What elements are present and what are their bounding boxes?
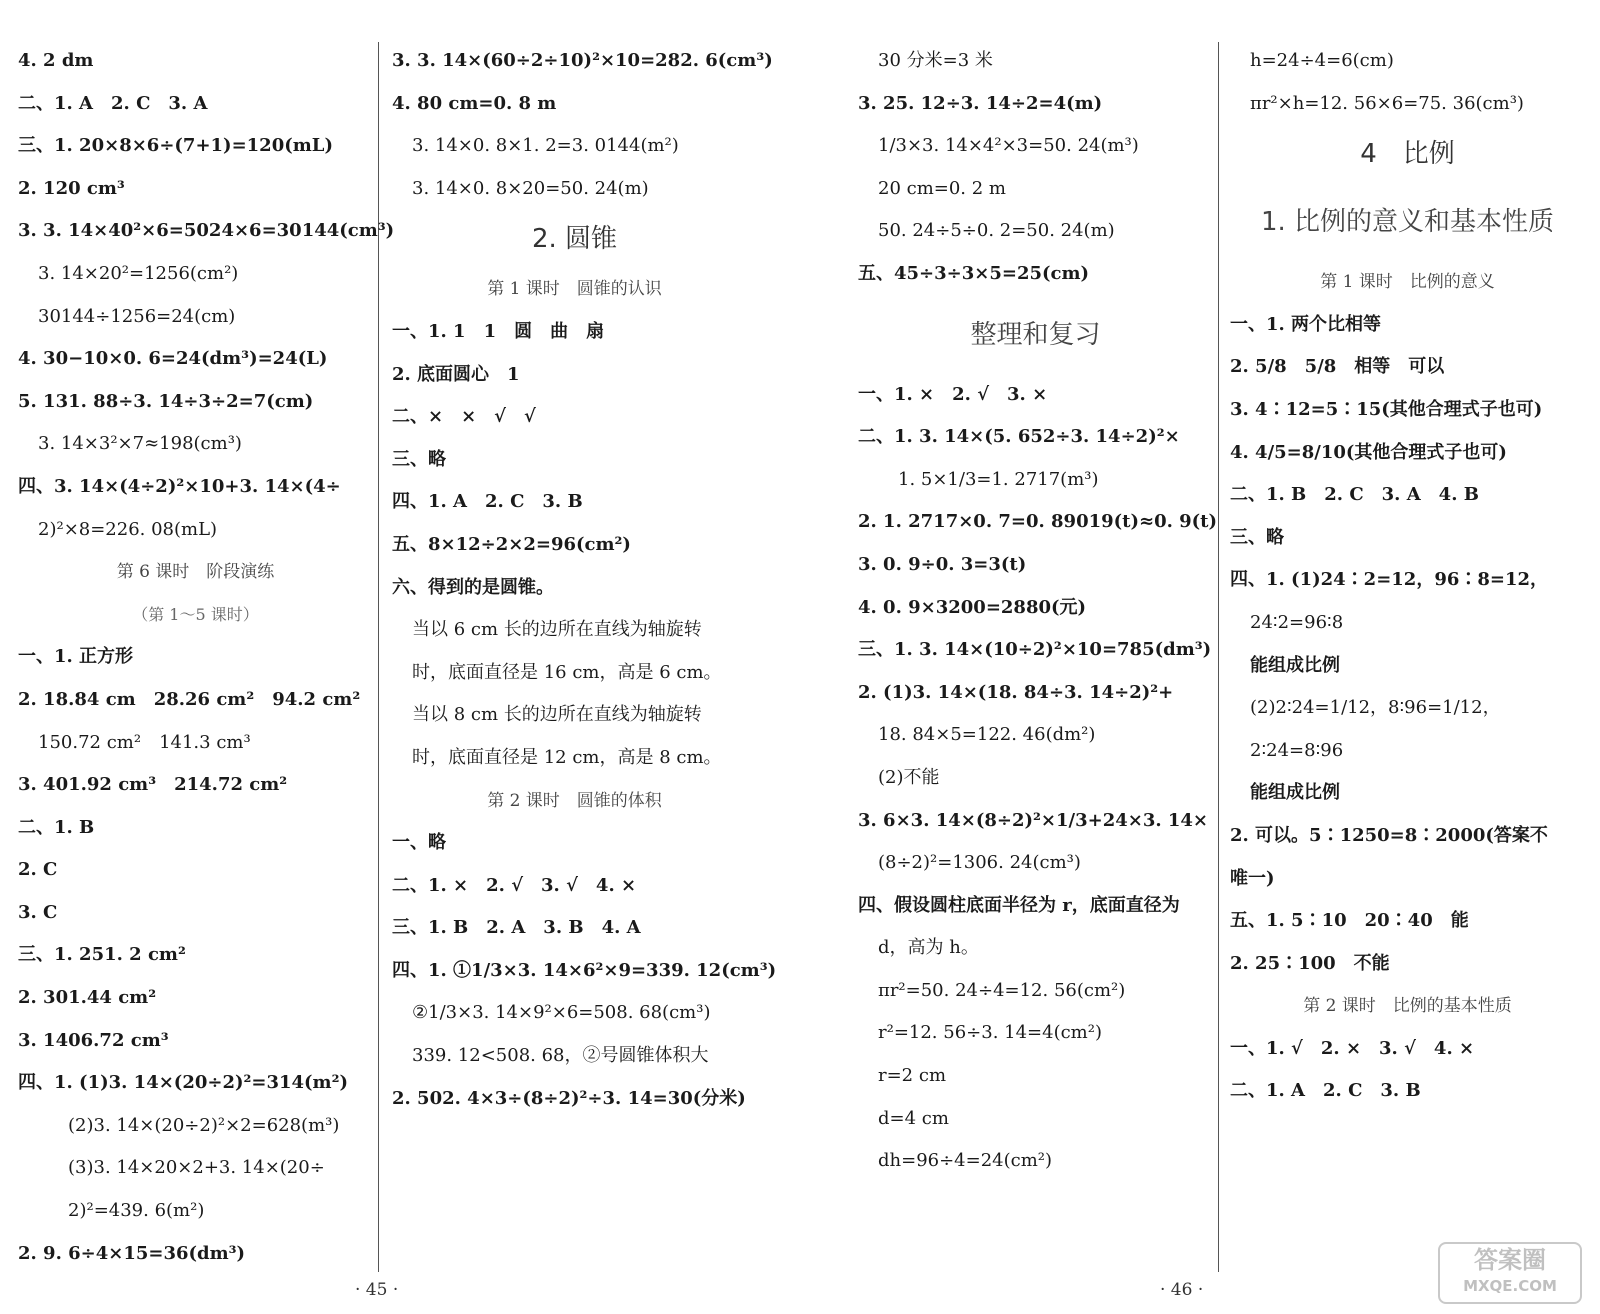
answer-line: 三、略: [1230, 526, 1284, 548]
answer-line: 30144÷1256=24(cm): [38, 305, 236, 327]
answer-line: 2)²×8=226. 08(mL): [38, 518, 218, 540]
answer-line: 2. 18.84 cm 28.26 cm² 94.2 cm²: [18, 688, 361, 710]
section-title: 1. 比例的意义和基本性质: [1260, 207, 1555, 238]
answer-line: 二、1. A 2. C 3. A: [18, 92, 208, 114]
lesson-subtitle: （第 1～5 课时）: [132, 604, 259, 624]
answer-line: 五、8×12÷2×2=96(cm²): [392, 533, 631, 555]
answer-line: 三、1. 3. 14×(10÷2)²×10=785(dm³): [858, 639, 1212, 661]
answer-line: 2. (1)3. 14×(18. 84÷3. 14÷2)²+: [858, 681, 1174, 703]
lesson-title: 第 6 课时 阶段演练: [116, 562, 275, 583]
answer-line: 三、1. 251. 2 cm²: [18, 944, 186, 966]
answer-line: 四、1. (1)3. 14×(20÷2)²=314(m²): [18, 1072, 348, 1094]
answer-line: 20 cm=0. 2 m: [878, 177, 1006, 199]
answer-line: r=2 cm: [878, 1065, 947, 1087]
answer-line: (8÷2)²=1306. 24(cm³): [878, 852, 1081, 874]
answer-line: 3. 3. 14×40²×6=5024×6=30144(cm³): [18, 220, 395, 242]
answer-line: 能组成比例: [1250, 654, 1340, 676]
answer-line: (3)3. 14×20×2+3. 14×(20÷: [68, 1157, 325, 1179]
answer-line: 3. 4∶12=5∶15(其他合理式子也可): [1230, 398, 1543, 420]
answer-line: 四、1. ①1/3×3. 14×6²×9=339. 12(cm³): [392, 959, 777, 981]
answer-line: 二、× × √ √: [392, 406, 536, 428]
watermark-logo: [1438, 1242, 1582, 1304]
answer-line: 30 分米=3 米: [878, 50, 993, 71]
page-number-right: · 46 ·: [1160, 1280, 1204, 1300]
answer-line: 2. 底面圆心 1: [392, 363, 520, 385]
answer-line: 24∶2=96∶8: [1250, 611, 1344, 633]
answer-line: ②1/3×3. 14×9²×6=508. 68(cm³): [412, 1002, 711, 1024]
answer-line: 一、1. 正方形: [18, 646, 134, 668]
answer-line: 二、1. B 2. C 3. A 4. B: [1230, 484, 1479, 506]
answer-line: 2. C: [18, 859, 58, 881]
answer-line: 2. 502. 4×3÷(8÷2)²÷3. 14=30(分米): [392, 1087, 746, 1109]
column-divider: [1218, 42, 1219, 1272]
answer-line: r²=12. 56÷3. 14=4(cm²): [878, 1022, 1102, 1044]
answer-line: 三、1. B 2. A 3. B 4. A: [392, 917, 641, 939]
answer-line: 时，底面直径是 16 cm，高是 6 cm。: [412, 661, 722, 683]
answer-column-1: [18, 40, 395, 1275]
answer-line: 能组成比例: [1250, 782, 1340, 804]
answer-line: 2. 可以。5∶1250=8∶2000(答案不: [1230, 824, 1548, 846]
answer-line: 2. 1. 2717×0. 7=0. 89019(t)≈0. 9(t): [858, 511, 1217, 533]
answer-line: 时，底面直径是 12 cm，高是 8 cm。: [412, 746, 722, 768]
answer-line: 339. 12<508. 68，②号圆锥体积大: [412, 1045, 709, 1067]
watermark-text: 答案圈: [1474, 1246, 1546, 1274]
answer-line: dh=96÷4=24(cm²): [878, 1150, 1053, 1172]
answer-line: d，高为 h。: [878, 937, 979, 959]
answer-line: 四、1. (1)24∶2=12，96∶8=12，: [1230, 569, 1549, 591]
answer-line: 4. 30−10×0. 6=24(dm³)=24(L): [18, 348, 328, 370]
lesson-title: 第 1 课时 比例的意义: [1320, 272, 1495, 293]
answer-line: 18. 84×5=122. 46(dm²): [878, 724, 1096, 746]
answer-line: 二、1. × 2. √ 3. √ 4. ×: [392, 874, 637, 896]
answer-line: 5. 131. 88÷3. 14÷3÷2=7(cm): [18, 390, 314, 412]
answer-line: 3. 6×3. 14×(8÷2)²×1/3+24×3. 14×: [858, 809, 1209, 831]
answer-line: 3. 0. 9÷0. 3=3(t): [858, 553, 1027, 575]
answer-line: 四、1. A 2. C 3. B: [392, 491, 583, 513]
answer-line: 2. 120 cm³: [18, 177, 125, 199]
answer-line: 3. 14×0. 8×1. 2=3. 0144(m²): [412, 135, 679, 157]
section-title: 整理和复习: [970, 319, 1101, 350]
answer-line: 2. 25∶100 不能: [1230, 952, 1390, 974]
answer-column-2: [392, 40, 777, 1120]
answer-line: 2. 301.44 cm²: [18, 987, 157, 1009]
answer-line: 当以 6 cm 长的边所在直线为轴旋转: [412, 619, 702, 641]
answer-line: 4. 80 cm=0. 8 m: [392, 92, 557, 114]
answer-line: πr²×h=12. 56×6=75. 36(cm³): [1250, 92, 1524, 114]
answer-line: 一、1. 两个比相等: [1230, 313, 1382, 335]
answer-line: 2)²=439. 6(m²): [68, 1200, 205, 1222]
answer-line: 3. 14×20²=1256(cm²): [38, 262, 239, 284]
answer-line: 一、略: [392, 832, 446, 854]
lesson-title: 第 1 课时 圆锥的认识: [487, 279, 662, 300]
answer-line: 3. 1406.72 cm³: [18, 1029, 169, 1051]
answer-line: 唯一): [1230, 867, 1275, 889]
answer-line: h=24÷4=6(cm): [1250, 50, 1394, 71]
answer-line: (2)2∶24=1/12，8∶96=1/12，: [1250, 697, 1501, 719]
answer-line: 50. 24÷5÷0. 2=50. 24(m): [878, 220, 1115, 242]
answer-line: 五、1. 5∶10 20∶40 能: [1230, 910, 1469, 932]
answer-line: 2. 5/8 5/8 相等 可以: [1230, 356, 1445, 378]
answer-line: 二、1. A 2. C 3. B: [1230, 1080, 1421, 1102]
answer-line: 150.72 cm² 141.3 cm³: [38, 731, 251, 753]
lesson-title: 第 2 课时 圆锥的体积: [487, 790, 662, 811]
answer-line: 三、1. 20×8×6÷(7+1)=120(mL): [18, 135, 333, 157]
answer-line: 一、1. 1 1 圆 曲 扇: [392, 320, 605, 342]
answer-column-4: [1230, 40, 1585, 1113]
answer-line: 2∶24=8∶96: [1250, 739, 1344, 761]
answer-line: 3. 25. 12÷3. 14÷2=4(m): [858, 92, 1103, 114]
answer-line: (2)3. 14×(20÷2)²×2=628(m³): [68, 1114, 340, 1136]
answer-line: 一、1. √ 2. × 3. √ 4. ×: [1230, 1037, 1475, 1059]
unit-title: 4 比例: [1360, 139, 1455, 170]
answer-line: d=4 cm: [878, 1107, 949, 1129]
answer-line: 3. 14×0. 8×20=50. 24(m): [412, 177, 649, 199]
answer-line: 三、略: [392, 448, 446, 470]
answer-line: (2)不能: [878, 766, 940, 788]
answer-line: 3. 14×3²×7≈198(cm³): [38, 433, 242, 455]
answer-line: 3. C: [18, 901, 58, 923]
answer-line: 4. 2 dm: [18, 50, 94, 71]
answer-line: 4. 4/5=8/10(其他合理式子也可): [1230, 441, 1507, 463]
answer-line: 1/3×3. 14×4²×3=50. 24(m³): [878, 135, 1139, 157]
answer-line: πr²=50. 24÷4=12. 56(cm²): [878, 979, 1126, 1001]
answer-line: 二、1. B: [18, 816, 95, 838]
answer-line: 当以 8 cm 长的边所在直线为轴旋转: [412, 704, 702, 726]
page-number-left: · 45 ·: [355, 1280, 399, 1300]
answer-line: 4. 0. 9×3200=2880(元): [858, 596, 1087, 618]
answer-line: 2. 9. 6÷4×15=36(dm³): [18, 1242, 246, 1264]
answer-line: 一、1. × 2. √ 3. ×: [858, 383, 1048, 405]
answer-line: 五、45÷3÷3×5=25(cm): [858, 262, 1090, 284]
lesson-title: 第 2 课时 比例的基本性质: [1303, 996, 1512, 1017]
answer-line: 二、1. 3. 14×(5. 652÷3. 14÷2)²×: [858, 426, 1180, 448]
section-title: 2. 圆锥: [531, 224, 618, 255]
answer-line: 四、假设圆柱底面半径为 r，底面直径为: [858, 894, 1180, 916]
answer-line: 四、3. 14×(4÷2)²×10+3. 14×(4÷: [18, 475, 341, 497]
answer-line: 六、得到的是圆锥。: [392, 576, 554, 598]
answer-line: 3. 401.92 cm³ 214.72 cm²: [18, 774, 288, 796]
answer-line: 3. 3. 14×(60÷2÷10)²×10=282. 6(cm³): [392, 50, 773, 71]
watermark-url: MXQE.COM: [1463, 1277, 1557, 1295]
answer-column-3: [858, 40, 1217, 1183]
answer-line: 1. 5×1/3=1. 2717(m³): [898, 468, 1099, 490]
